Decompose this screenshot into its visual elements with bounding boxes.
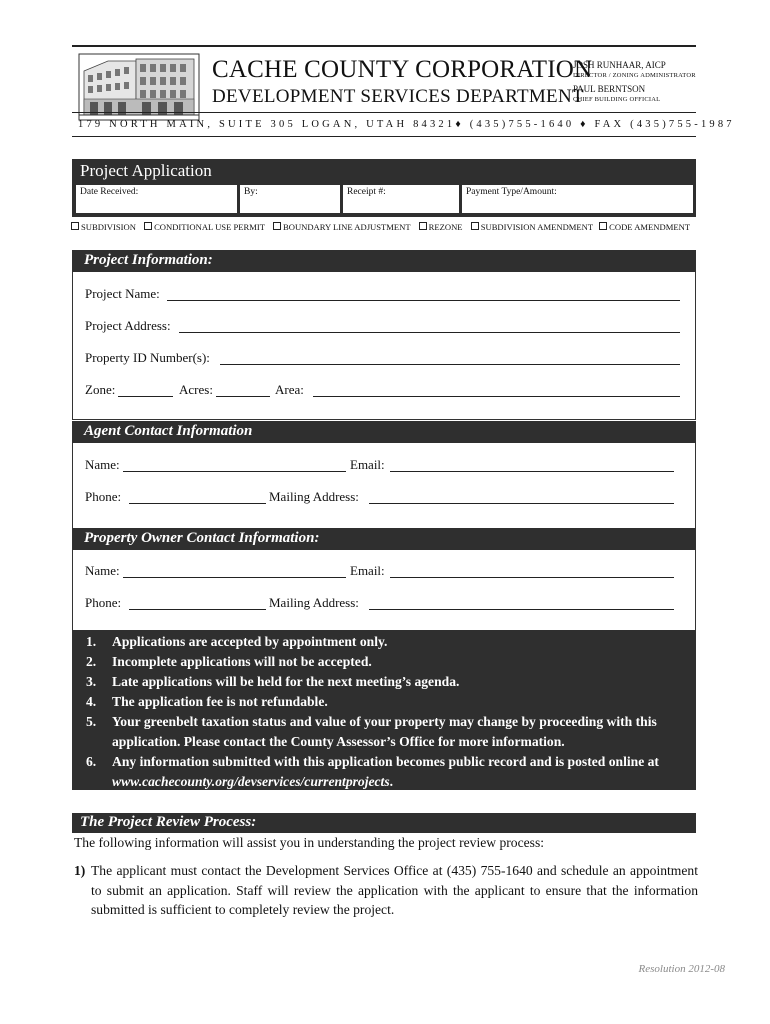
rule-text: Any information submitted with this application becomes public record and is posted online at [112,754,659,769]
owner-name-label: Name: [85,563,120,578]
staff-title: CHIEF BUILDING OFFICIAL [573,96,661,103]
zone-label: Zone: [85,382,116,397]
header-rule [72,112,696,113]
rule-text: Applications are accepted by appointment only. [112,634,388,649]
staff-name: JOSH RUNHAAR, AICP [573,60,666,70]
agent-mailing-field[interactable] [369,503,674,504]
owner-name-field[interactable] [123,577,346,578]
header-top-rule [72,45,696,47]
checkbox-boundary-line[interactable] [273,222,410,232]
project-address-field[interactable] [179,332,680,333]
checkbox-conditional-use[interactable] [144,222,265,232]
review-step-text: The applicant must contact the Development Services Office at (435) 755-1640 and schedule an appointment to submit an application. Staff will review the application with the applicant to ensure that the information submitted is sufficient to completely review the project. [91,863,698,917]
application-type-checkboxes [71,222,690,232]
resolution-footer: Resolution 2012-08 [638,963,725,975]
rule-number: 1. [86,634,97,649]
review-step [74,861,698,920]
checkbox-icon [144,222,152,230]
payment-type-cell[interactable]: Payment Type/Amount: [462,185,693,213]
department-title: DEVELOPMENT SERVICES DEPARTMENT [212,86,584,107]
checkbox-label: CODE AMENDMENT [609,222,691,232]
project-application-title: Project Application [80,161,212,180]
rule-number: 4. [86,694,97,709]
zone-field[interactable] [118,396,173,397]
checkbox-icon [599,222,607,230]
agent-email-field[interactable] [390,471,674,472]
review-process-intro: The following information will assist you in understanding the project review process: [74,835,545,850]
rule-item [86,752,686,792]
property-id-field[interactable] [220,364,680,365]
checkbox-rezone[interactable] [419,222,463,232]
agent-phone-field[interactable] [129,503,266,504]
rule-number: 3. [86,674,97,689]
project-info-frame [72,250,696,420]
rule-item [86,652,686,672]
rule-text: Your greenbelt taxation status and value of your property may change by proceeding with this application. Please contact the County Assessor’s Office for more information. [112,714,657,749]
office-address: 179 NORTH MAIN, SUITE 305 LOGAN, UTAH 84321♦ (435)755-1640 ♦ FAX (435)755-1987 [78,119,735,130]
current-projects-link[interactable]: www.cachecounty.org/devservices/currentprojects [112,774,390,789]
area-label: Area: [275,382,304,397]
checkbox-label: SUBDIVISION AMENDMENT [480,222,593,232]
project-info-title: Project Information: [84,252,213,268]
project-name-label: Project Name: [85,286,160,301]
review-process-title: The Project Review Process: [80,814,257,830]
checkbox-icon [419,222,427,230]
checkbox-code-amendment[interactable] [599,222,690,232]
checkbox-label: BOUNDARY LINE ADJUSTMENT [283,222,411,232]
building-logo [78,53,200,121]
acres-label: Acres: [179,382,213,397]
rule-item [86,672,686,692]
checkbox-label: CONDITIONAL USE PERMIT [154,222,265,232]
project-name-field[interactable] [167,300,680,301]
agent-name-field[interactable] [123,471,346,472]
rule-number: 5. [86,714,97,729]
staff-name: PAUL BERNTSON [573,84,646,94]
acres-field[interactable] [216,396,270,397]
rule-item [86,692,686,712]
owner-email-field[interactable] [390,577,674,578]
owner-mailing-field[interactable] [369,609,674,610]
receipt-number-cell[interactable]: Receipt #: [343,185,459,213]
project-address-label: Project Address: [85,318,171,333]
owner-mailing-label: Mailing Address: [269,595,359,610]
checkbox-icon [471,222,479,230]
corporation-title: CACHE COUNTY CORPORATION [212,56,593,83]
checkbox-label: REZONE [428,222,463,232]
staff-title: DIRECTOR / ZONING ADMINISTRATOR [573,72,696,79]
agent-mailing-label: Mailing Address: [269,489,359,504]
rule-item [86,712,686,752]
rule-text: Late applications will be held for the next meeting’s agenda. [112,674,460,689]
checkbox-subdivision[interactable] [71,222,136,232]
application-rules-list [86,632,686,792]
agent-email-label: Email: [350,457,385,472]
date-received-cell[interactable]: Date Received: [76,185,237,213]
area-field[interactable] [313,396,680,397]
owner-email-label: Email: [350,563,385,578]
checkbox-icon [71,222,79,230]
rule-text: The application fee is not refundable. [112,694,328,709]
owner-phone-label: Phone: [85,595,122,610]
agent-contact-title: Agent Contact Information [84,423,253,439]
review-step-number: 1) [74,863,86,878]
agent-phone-label: Phone: [85,489,122,504]
rule-number: 6. [86,754,97,769]
property-id-label: Property ID Number(s): [85,350,210,365]
rule-item [86,632,686,652]
checkbox-label: SUBDIVISION [81,222,136,232]
rule-text: Incomplete applications will not be accepted. [112,654,372,669]
rule-text-end: . [389,774,394,789]
agent-name-label: Name: [85,457,120,472]
checkbox-icon [273,222,281,230]
owner-contact-title: Property Owner Contact Information: [84,530,320,546]
header-rule [72,136,696,137]
owner-phone-field[interactable] [129,609,266,610]
checkbox-subdivision-amendment[interactable] [471,222,593,232]
received-by-cell[interactable]: By: [240,185,340,213]
rule-number: 2. [86,654,97,669]
